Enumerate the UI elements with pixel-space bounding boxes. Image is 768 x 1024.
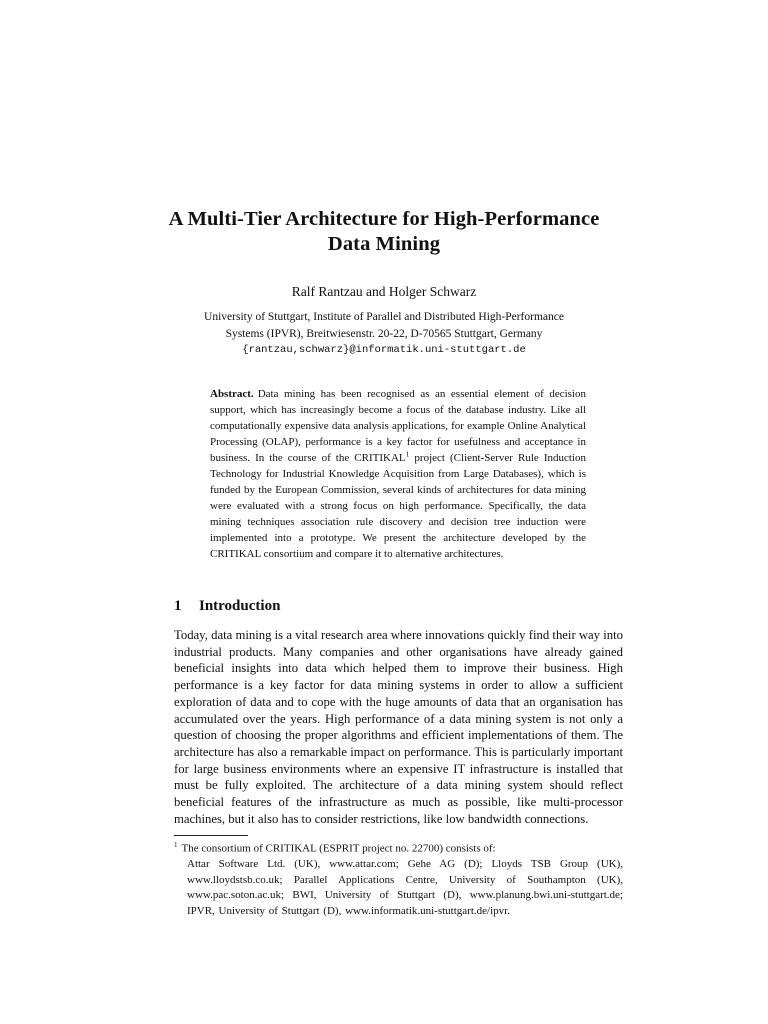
author-list: Ralf Rantzau and Holger Schwarz xyxy=(291,284,477,299)
abstract-text-part-2: project (Client-Server Rule Induction Technology for Industrial Knowledge Acquisition from Large Databases), which is funded by the European Commission, several kinds of architectures for data mining were evaluated with a strong focus on high performance. Specifically, the data mining techniques association rule discovery and decision tree induction were implemented into a prototype. We present the architecture developed by the CRITIKAL consortium and compare it to alternative architectures. xyxy=(210,452,586,560)
footnote-reference-mark: 1 xyxy=(405,449,410,459)
footnote-divider xyxy=(174,835,248,836)
affiliation-line-1: University of Stuttgart, Institute of Parallel and Distributed High-Performance xyxy=(204,311,564,323)
section-title: Introduction xyxy=(199,598,281,614)
author-email: {rantzau,schwarz}@informatik.uni-stuttgart.de xyxy=(242,344,526,356)
title-line-2: Data Mining xyxy=(327,233,441,255)
abstract xyxy=(210,386,586,562)
footnote xyxy=(174,838,623,919)
footnote-mark: 1 xyxy=(174,841,178,849)
section-number: 1 xyxy=(174,598,182,614)
title-line-1: A Multi-Tier Architecture for High-Performance xyxy=(168,208,600,230)
paper-title xyxy=(0,207,768,257)
abstract-text-part-1: Data mining has been recognised as an essential element of decision support, which has increasingly become a focus of the database industry. Like all computationally expensive data analysis applications, for example Online Analytical Processing (OLAP), performance is a key factor for usefulness and acceptance in business. In the course of the CRITIKAL xyxy=(210,388,586,464)
introduction-paragraph: Today, data mining is a vital research area where innovations quickly find their way into industrial products. Many companies and other organisations have already gained beneficial insights into data which helped them to improve their business. High performance is a key factor for data mining systems in order to allow a sufficient exploration of data and to cope with the huge amounts of data that an organisation has accumulated over the years. High performance of a data mining system is not only a question of choosing the proper algorithms and efficient implementations of them. The architecture has also a remarkable impact on performance. This is particularly important for large business environments where an expensive IT infrastructure is installed that must be fully exploited. The architecture of a data mining system should reflect beneficial features of the infrastructure as much as possible, like multi-processor machines, but it also has to consider restrictions, like low bandwidth connections. xyxy=(174,628,623,826)
footnote-intro-text: The consortium of CRITIKAL (ESPRIT project no. 22700) consists of: xyxy=(181,842,496,855)
footnote-consortium-list: Attar Software Ltd. (UK), www.attar.com; Gehe AG (D); Lloyds TSB Group (UK), www.lloydstsb.co.uk; Parallel Applications Centre, University of Southampton (UK), www.pac.soton.ac.uk; BWI, University of Stuttgart (D), www.planung.bwi.uni-stuttgart.de; IPVR, University of Stuttgart (D), www.informatik.uni-stuttgart.de/ipvr. xyxy=(187,858,623,917)
affiliation-line-2: Systems (IPVR), Breitwiesenstr. 20-22, D-70565 Stuttgart, Germany xyxy=(225,327,543,340)
affiliation-block xyxy=(0,309,768,359)
section-heading xyxy=(174,596,280,616)
abstract-label: Abstract. xyxy=(210,388,254,400)
footnote-first-line xyxy=(174,838,623,857)
